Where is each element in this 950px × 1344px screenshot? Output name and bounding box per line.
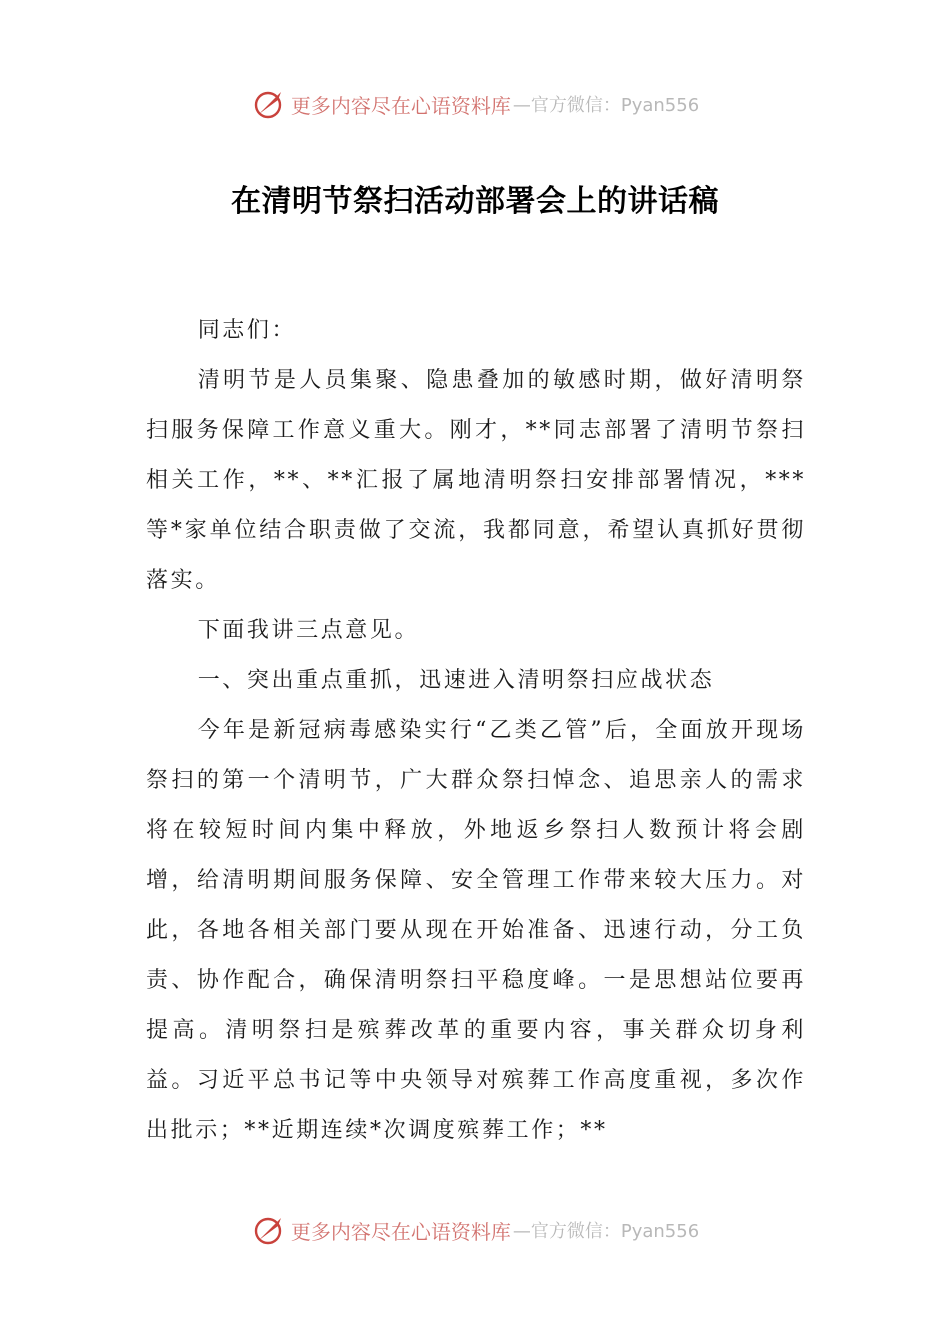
watermark-header bbox=[0, 84, 950, 124]
paragraph: 今年是新冠病毒感染实行“乙类乙管”后，全面放开现场祭扫的第一个清明节，广大群众祭扫悼念、追思亲人的需求将在较短时间内集中释放，外地返乡祭扫人数预计将会剧增，给清明期间服务保障、安全管理工作带来较大压力。对此，各地各相关部门要从现在开始准备、迅速行动，分工负责、协作配合，确保清明祭扫平稳度峰。一是思想站位要再提高。清明祭扫是殡葬改革的重要内容，事关群众切身利益。习近平总书记等中央领导对殡葬工作高度重视，多次作出批示；**近期连续*次调度殡葬工作；** bbox=[146, 718, 806, 1143]
watermark-footer bbox=[0, 1210, 950, 1250]
quill-logo-icon bbox=[251, 86, 287, 122]
watermark-sub-text: —官方微信：Pyan556 bbox=[512, 1221, 700, 1242]
document-title: 在清明节祭扫活动部署会上的讲话稿 bbox=[231, 184, 719, 219]
watermark-sub-text: —官方微信：Pyan556 bbox=[512, 95, 700, 116]
watermark-main-text: 更多内容尽在心语资料库 bbox=[290, 1219, 511, 1244]
section-heading: 一、突出重点重抓，迅速进入清明祭扫应战状态 bbox=[197, 668, 715, 693]
quill-logo-icon bbox=[251, 1212, 287, 1248]
paragraph: 清明节是人员集聚、隐患叠加的敏感时期，做好清明祭扫服务保障工作意义重大。刚才，**同志部署了清明节祭扫相关工作，**、**汇报了属地清明祭扫安排部署情况，***等*家单位结合职责做了交流，我都同意，希望认真抓好贯彻落实。 bbox=[146, 368, 806, 593]
document-body bbox=[146, 306, 806, 1156]
paragraph: 下面我讲三点意见。 bbox=[197, 618, 420, 643]
watermark-main-text: 更多内容尽在心语资料库 bbox=[290, 93, 511, 118]
salutation: 同志们： bbox=[197, 318, 297, 343]
